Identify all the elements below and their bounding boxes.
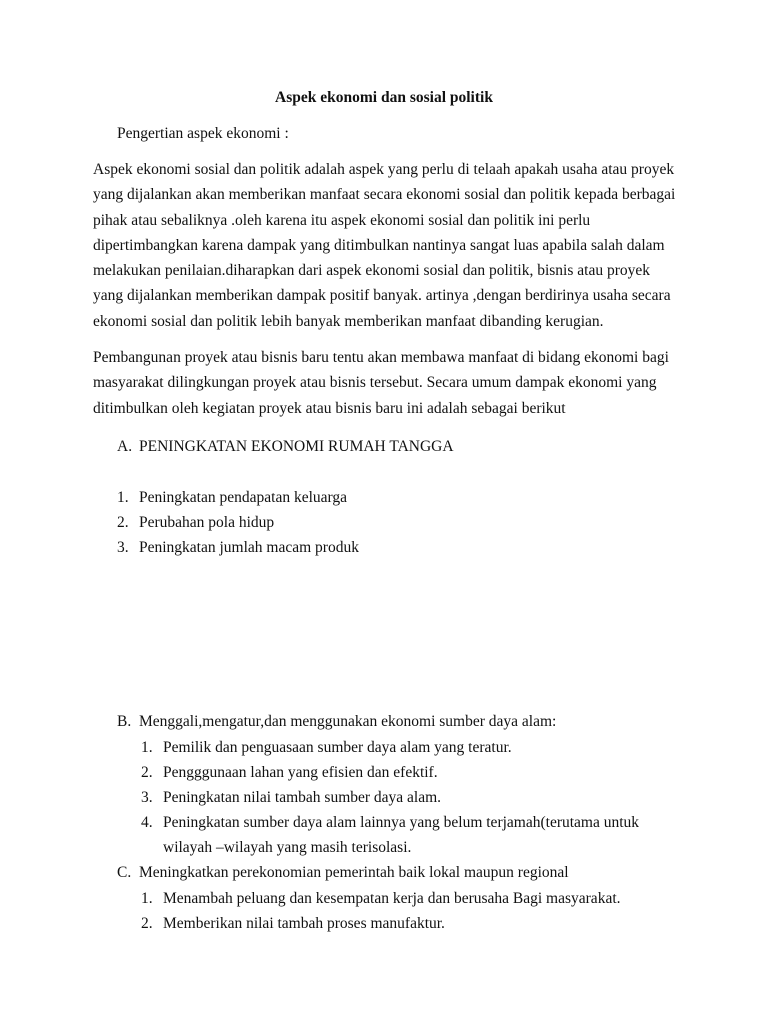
paragraph-line: pihak atau sebaliknya .oleh karena itu aspek ekonomi sosial dan politik ini perlu — [93, 211, 591, 229]
list-item-text: Peningkatan pendapatan keluarga — [139, 489, 348, 506]
list-marker: 2. — [117, 514, 129, 531]
list-item — [117, 513, 274, 533]
list-item — [141, 763, 438, 783]
list-item-text: Pengggunaan lahan yang efisien dan efektif. — [163, 764, 438, 781]
list-marker: 3. — [141, 789, 153, 806]
section-heading-text: PENINGKATAN EKONOMI RUMAH TANGGA — [139, 438, 454, 455]
paragraph-line: yang dijalankan memberikan dampak positif banyak. artinya ,dengan berdirinya usaha secara — [93, 287, 671, 305]
list-marker: 2. — [141, 764, 153, 781]
list-item — [141, 738, 512, 758]
list-item-text: Perubahan pola hidup — [139, 514, 275, 531]
list-marker: 3. — [117, 539, 129, 556]
list-marker: 1. — [117, 489, 129, 506]
list-item-text: Peningkatan sumber daya alam lainnya yang belum terjamah(terutama untuk — [163, 814, 640, 831]
list-marker: 1. — [141, 890, 153, 907]
paragraph-impact — [93, 345, 683, 421]
section-c-heading — [117, 863, 569, 883]
paragraph-line: Pembangunan proyek atau bisnis baru tentu akan membawa manfaat di bidang ekonomi bagi — [93, 349, 669, 366]
list-item — [117, 538, 359, 558]
list-item-text: Pemilik dan penguasaan sumber daya alam yang teratur. — [163, 739, 512, 756]
list-item-text: Memberikan nilai tambah proses manufaktur. — [163, 915, 445, 932]
paragraph-line: melakukan penilaian.diharapkan dari aspek ekonomi sosial dan politik, bisnis atau proyek — [93, 262, 650, 280]
paragraph-line: masyarakat dilingkungan proyek atau bisnis tersebut. Secara umum dampak ekonomi yang — [93, 374, 657, 392]
section-marker: B. — [117, 713, 132, 730]
list-item — [141, 889, 621, 909]
section-a-heading — [117, 437, 454, 457]
list-marker: 1. — [141, 739, 153, 756]
list-item-text: Menambah peluang dan kesempatan kerja dan berusaha Bagi masyarakat. — [163, 890, 621, 907]
section-b-heading — [117, 712, 556, 732]
paragraph-line: yang dijalankan akan memberikan manfaat secara ekonomi sosial dan politik kepada berbagai — [93, 186, 676, 204]
list-item-text: Peningkatan jumlah macam produk — [139, 539, 359, 556]
list-item — [141, 914, 445, 934]
section-marker: A. — [117, 438, 133, 455]
section-marker: C. — [117, 864, 132, 881]
list-marker: 4. — [141, 814, 153, 831]
paragraph-definition — [93, 157, 683, 334]
section-heading-text: Menggali,mengatur,dan menggunakan ekonomi sumber daya alam: — [139, 713, 557, 730]
paragraph-line: ditimbulkan oleh kegiatan proyek atau bisnis baru ini adalah sebagai berikut — [93, 399, 566, 417]
paragraph-line: ekonomi sosial dan politik lebih banyak memberikan manfaat dibanding kerugian. — [93, 312, 604, 330]
list-item-continuation: wilayah –wilayah yang masih terisolasi. — [163, 839, 412, 856]
list-marker: 2. — [141, 915, 153, 932]
paragraph-line: dipertimbangkan karena dampak yang ditimbulkan nantinya sangat luas apabila salah dalam — [93, 236, 665, 254]
list-item — [117, 488, 347, 508]
paragraph-line: Aspek ekonomi sosial dan politik adalah aspek yang perlu di telaah apakah usaha atau proyek — [93, 161, 675, 178]
document-title: Aspek ekonomi dan sosial politik — [275, 89, 493, 106]
list-item — [141, 788, 441, 808]
section-subtitle: Pengertian aspek ekonomi : — [117, 125, 289, 142]
list-item-text: Peningkatan nilai tambah sumber daya alam. — [163, 789, 442, 806]
section-heading-text: Meningkatkan perekonomian pemerintah baik lokal maupun regional — [139, 864, 569, 881]
list-item — [141, 813, 639, 833]
